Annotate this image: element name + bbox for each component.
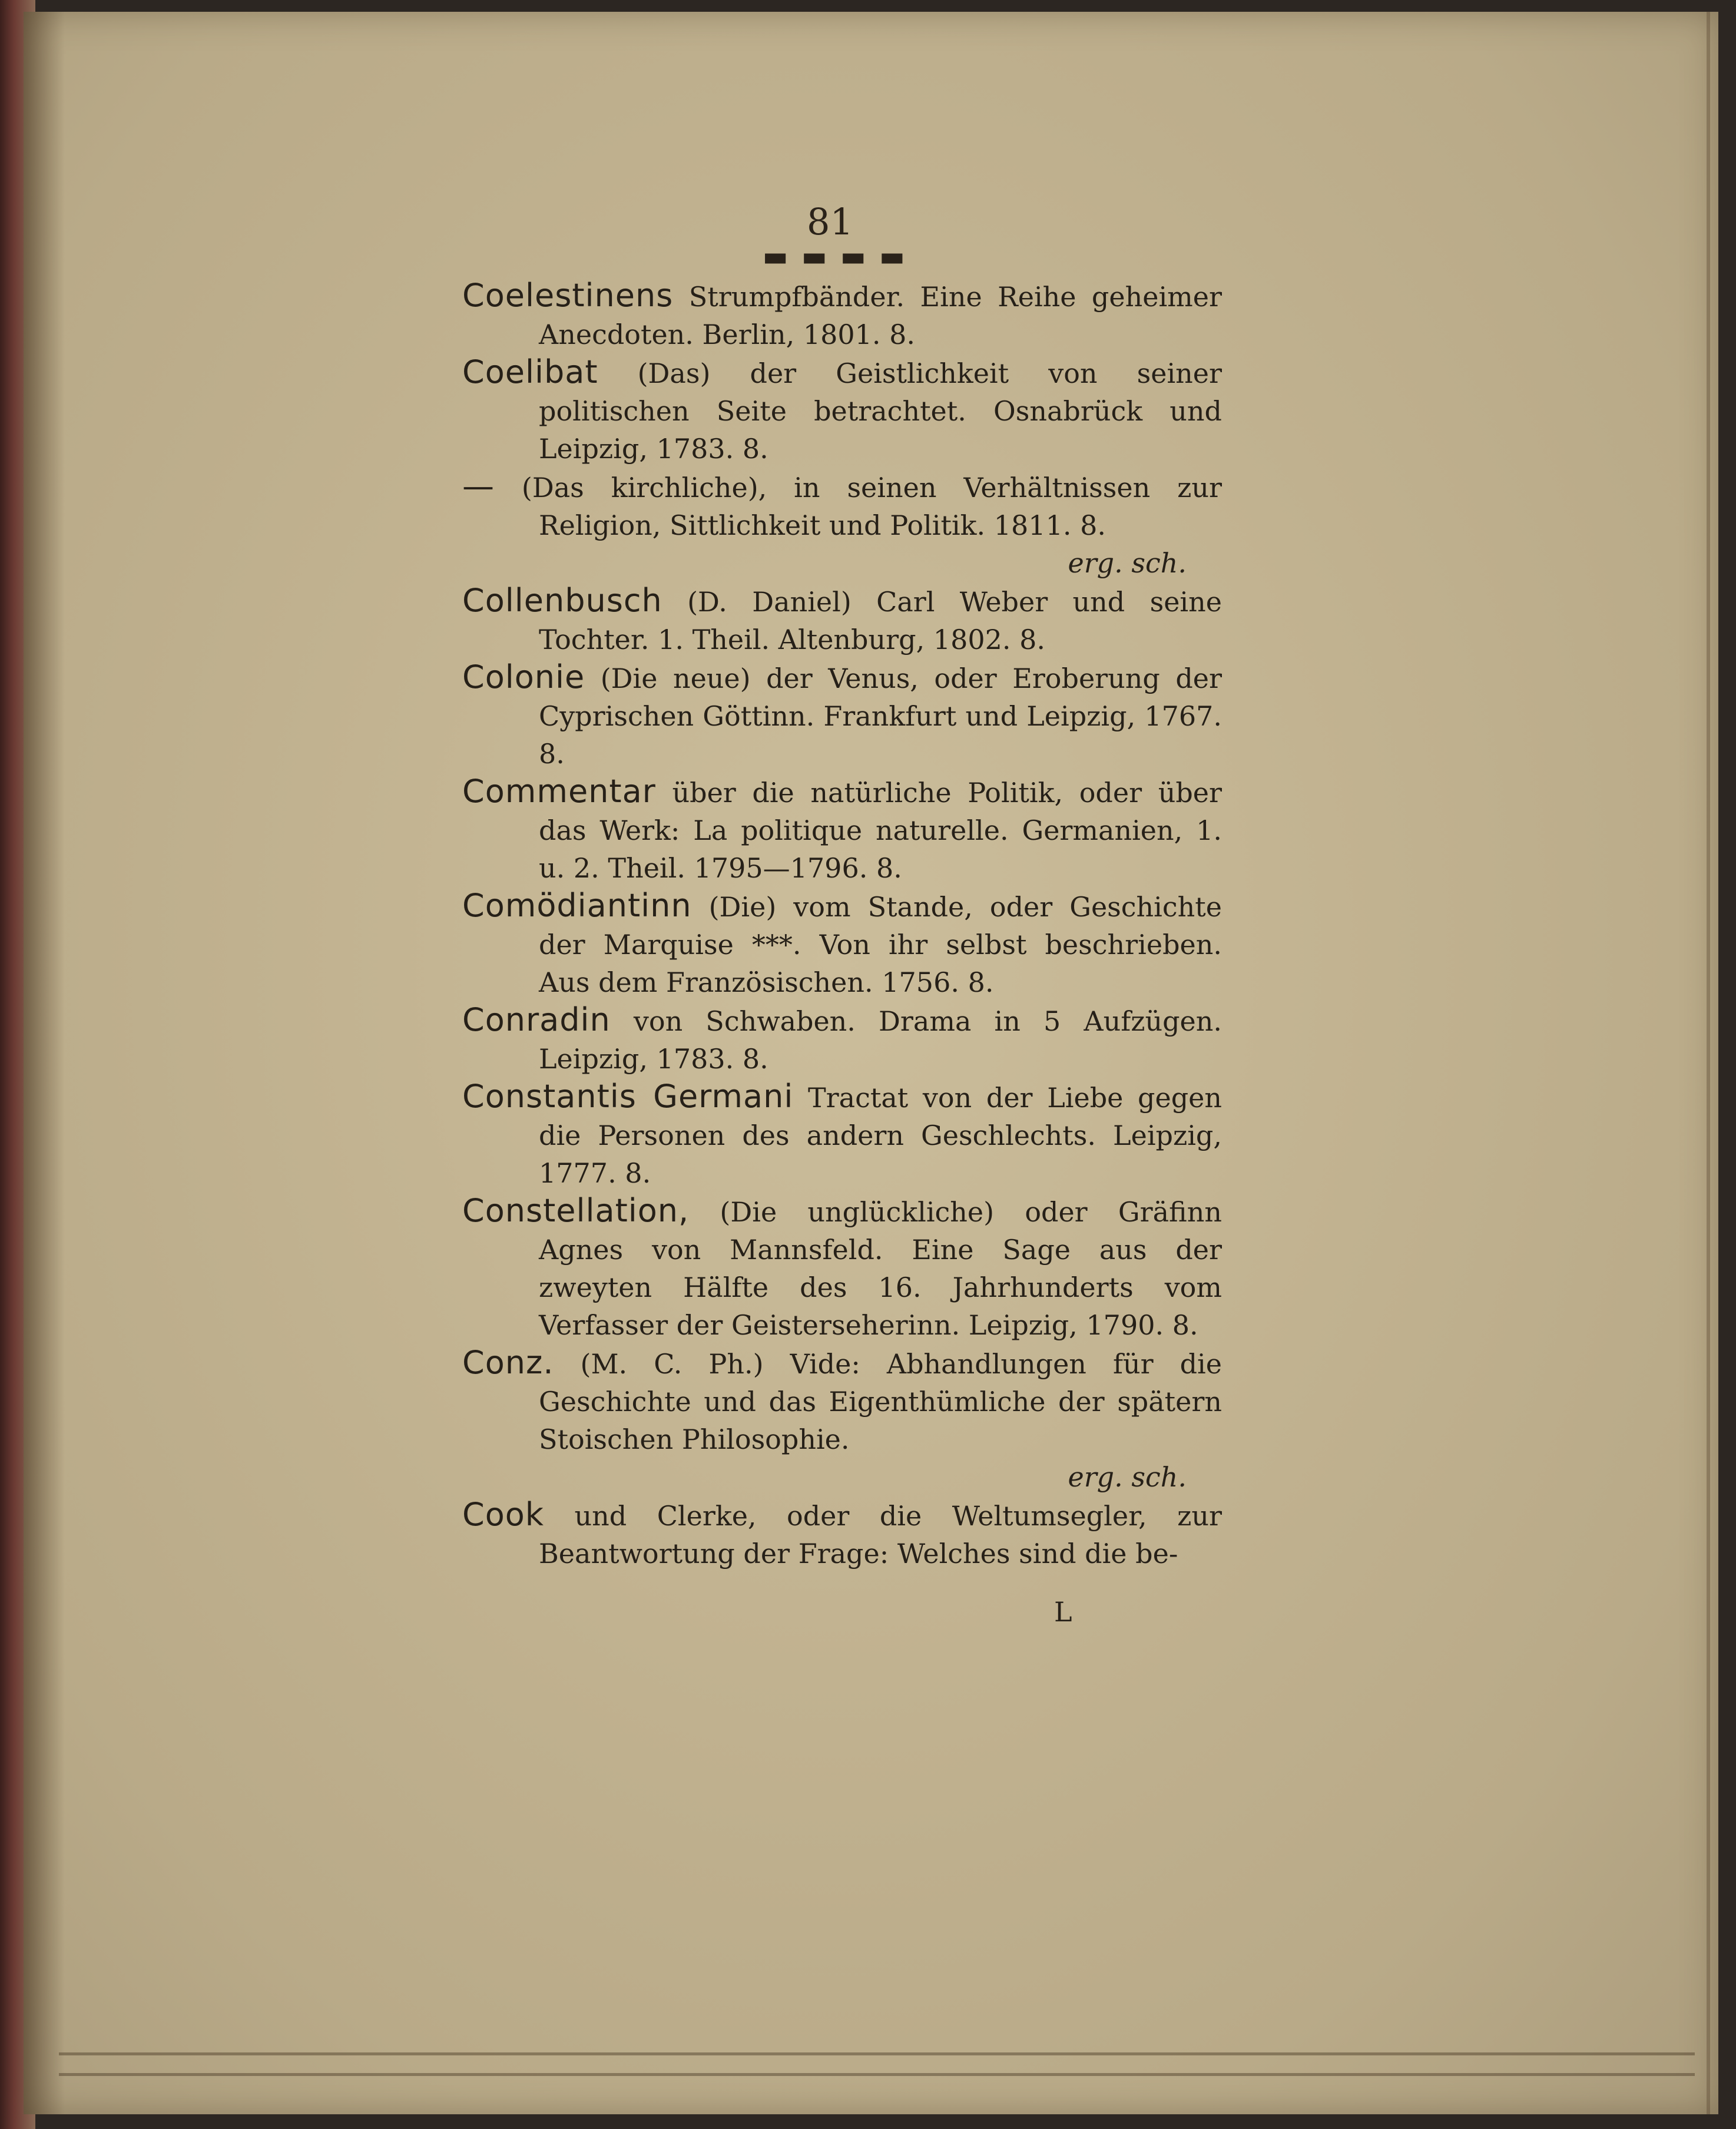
entry-text: Tractat von der Liebe gegen die Personen des andern Geschlechts. Leipzig, 1777. 8. [539,1082,1222,1189]
entry-headword: Constantis Germani [462,1078,794,1115]
catalog-entry [462,1192,1222,1344]
entry-headword: Constellation, [462,1192,690,1229]
entry-headword: Conz. [462,1344,554,1381]
catalog-entry [462,773,1222,887]
catalog-entry [462,1344,1222,1458]
entry-text: und Clerke, oder die Weltumsegler, zur Beantwortung der Frage: Welches sind die be- [539,1500,1222,1570]
entry-text: (Das kirchliche), in seinen Verhältnissen zur Religion, Sittlichkeit und Politik. 1811. 8. [495,472,1222,541]
entry-headword: Comödiantinn [462,887,692,924]
entry-text: (Die neue) der Venus, oder Eroberung der Cyprischen Göttinn. Frankfurt und Leipzig, 1767. 8. [539,663,1222,770]
catalog-entry [462,582,1222,658]
entry-text: über die natürliche Politik, oder über das Werk: La politique naturelle. Germanien, 1. u. 2. Theil. 1795—1796. 8. [539,777,1222,884]
entry-headword: Coelibat [462,353,598,390]
page-gutter-shadow [24,12,65,2114]
entry-text: Strumpfbänder. Eine Reihe geheimer Anecdoten. Berlin, 1801. 8. [539,281,1222,350]
page-edge-bottom-2 [59,2073,1695,2076]
entry-text: (D. Daniel) Carl Weber und seine Tochter. 1. Theil. Altenburg, 1802. 8. [539,586,1222,655]
catalog-entries [462,277,1222,1572]
catalog-entry [462,277,1222,353]
header-ornament: ▬ ▬ ▬ ▬ [763,240,907,272]
entry-text: (Die) vom Stande, oder Geschichte der Marquise ***. Von ihr selbst beschrieben. Aus dem Französischen. 1756. 8. [539,891,1222,998]
entry-signoff: erg. sch. [1068,1461,1187,1493]
catalog-entry [462,1078,1222,1192]
entry-text: von Schwaben. Drama in 5 Aufzügen. Leipzig, 1783. 8. [539,1005,1222,1075]
entry-text: (Das) der Geistlichkeit von seiner politischen Seite betrachtet. Osnabrück und Leipzig, 1783. 8. [539,357,1222,465]
entry-signoff: erg. sch. [1068,547,1187,579]
entry-headword: Coelestinens [462,277,674,314]
entry-headword: Collenbusch [462,582,662,619]
catalog-entry [462,887,1222,1001]
entry-headword: Commentar [462,773,656,810]
catalog-entry [462,353,1222,468]
catalog-entry [462,1001,1222,1078]
entry-text: (Die unglückliche) oder Gräfinn Agnes von Mannsfeld. Eine Sage aus der zweyten Hälfte des 16. Jahrhunderts vom Verfasser der Geisterseherinn. Leipzig, 1790. 8. [539,1196,1222,1341]
page-number: 81 [807,200,853,243]
page-edge-bottom [59,2052,1695,2055]
page-edge-right [1707,12,1710,2114]
entry-headword: Cook [462,1496,545,1533]
entry-text: (M. C. Ph.) Vide: Abhandlungen für die Geschichte und das Eigenthümliche der spätern Stoischen Philosophie. [539,1348,1222,1455]
entry-headword: Colonie [462,658,585,696]
catalog-entry [462,658,1222,773]
signature-mark: L [1054,1596,1072,1628]
entry-headword: Conradin [462,1001,611,1038]
catalog-entry [462,1496,1222,1572]
catalog-entry [462,468,1222,544]
entry-headword: — [462,468,495,505]
